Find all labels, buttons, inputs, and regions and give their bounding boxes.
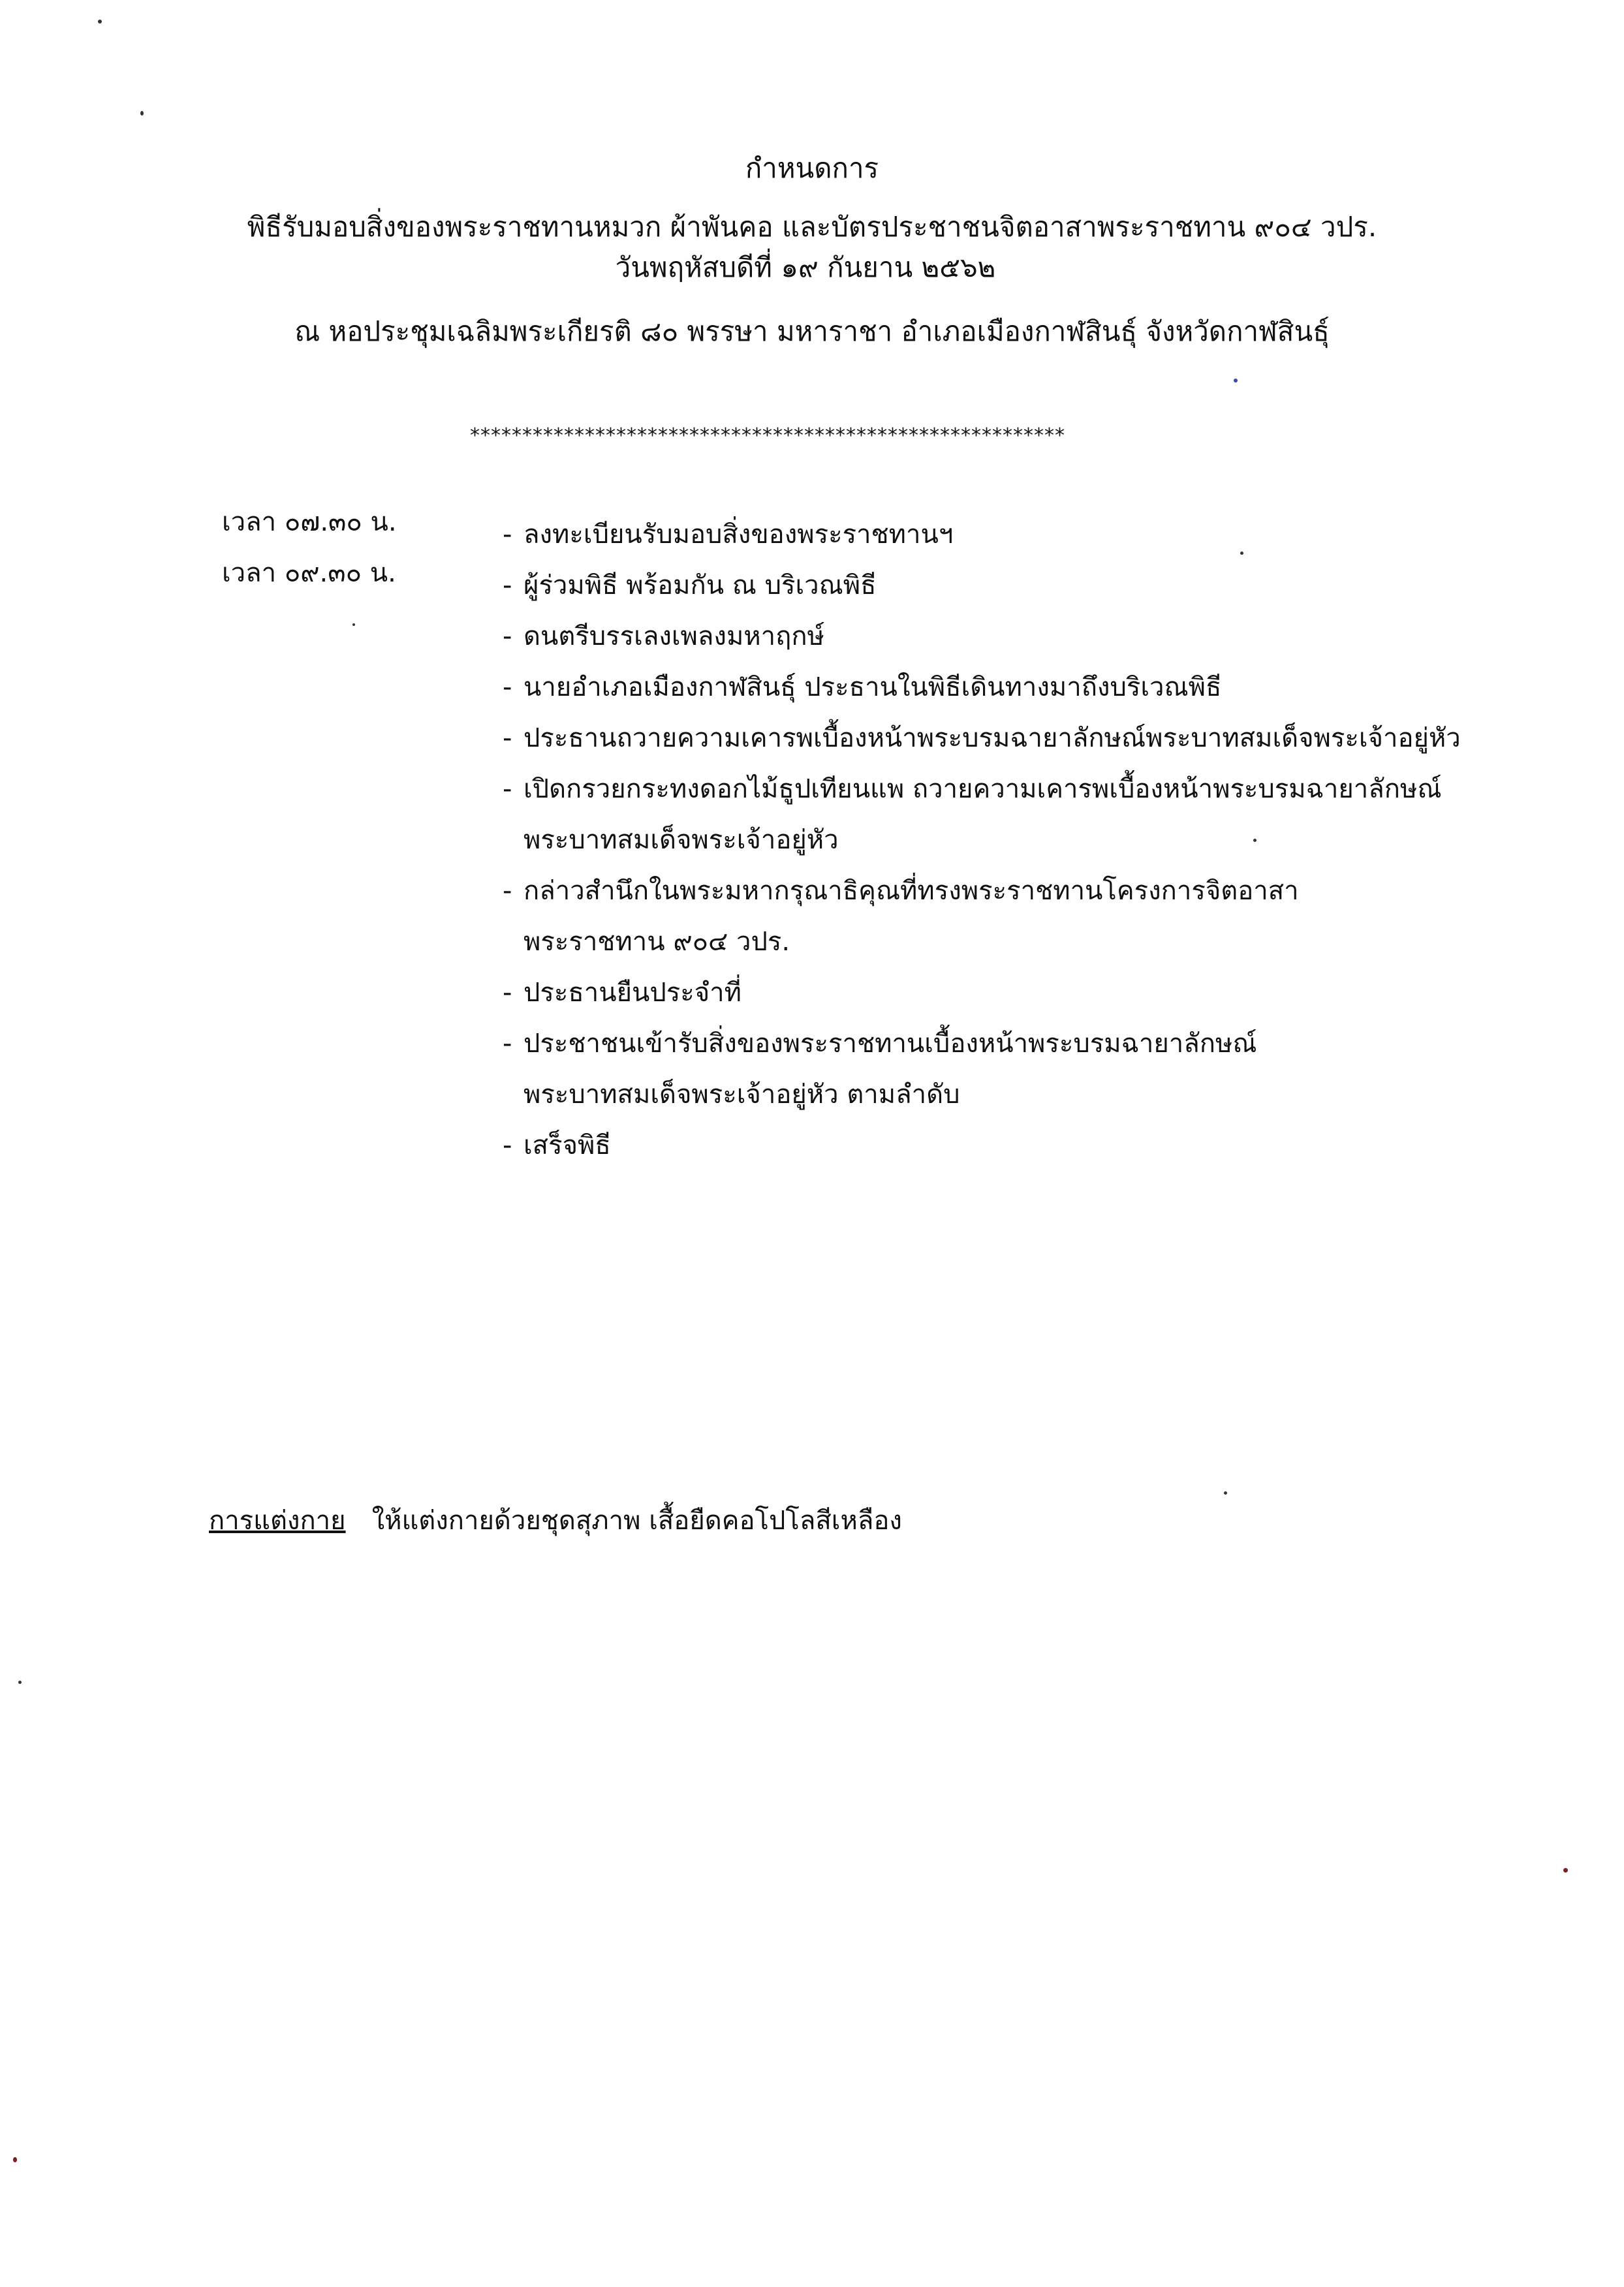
dress-code-text: ให้แต่งกายด้วยชุดสุภาพ เสื้อยืดคอโปโลสีเหลือง — [371, 1506, 902, 1536]
schedule-item — [503, 764, 1442, 865]
schedule-item — [503, 967, 1377, 1018]
scan-speck — [352, 623, 355, 626]
dress-code-label: การแต่งกาย — [209, 1506, 346, 1536]
schedule-time-1: เวลา ๐๗.๓๐ น. — [222, 507, 397, 537]
scan-speck — [98, 20, 102, 23]
dress-code — [209, 1501, 902, 1540]
schedule-item-text: เปิดกรวยกระทงดอกไม้ธูปเทียนแพ ถวายความเคารพเบื้องหน้าพระบรมฉายาลักษณ์ — [523, 774, 1442, 804]
schedule-item-text: นายอำเภอเมืองกาฬสินธุ์ ประธานในพิธีเดินทางมาถึงบริเวณพิธี — [523, 672, 1222, 702]
schedule-item-text: ลงทะเบียนรับมอบสิ่งของพระราชทานฯ — [523, 520, 954, 550]
schedule-item — [503, 1120, 1377, 1171]
scan-speck — [1234, 379, 1238, 382]
ceremony-date: วันพฤหัสบดีที่ ๑๙ กันยาน ๒๕๖๒ — [615, 251, 996, 283]
schedule-item-text: กล่าวสำนึกในพระมหากรุณาธิคุณที่ทรงพระราชทานโครงการจิตอาสา — [523, 876, 1299, 906]
schedule-item-text: ดนตรีบรรเลงเพลงมหาฤกษ์ — [523, 621, 824, 651]
schedule-item — [503, 1018, 1377, 1120]
scan-speck — [1224, 1491, 1227, 1495]
schedule-item — [503, 560, 1377, 611]
bullet-dash: - — [503, 1029, 512, 1059]
schedule-item — [503, 865, 1377, 967]
bullet-dash: - — [503, 978, 512, 1008]
ceremony-venue: ณ หอประชุมเฉลิมพระเกียรติ ๘๐ พรรษา มหาราชา อำเภอเมืองกาฬสินธุ์ จังหวัดกาฬสินธุ์ — [294, 315, 1330, 347]
bullet-dash: - — [503, 723, 512, 753]
schedule-item-text: ประธานถวายความเคารพเบื้องหน้าพระบรมฉายาลักษณ์พระบาทสมเด็จพระเจ้าอยู่หัว — [523, 723, 1461, 753]
schedule-item-text: ประธานยืนประจำที่ — [523, 978, 742, 1008]
scan-speck — [18, 1681, 22, 1684]
schedule-item — [503, 662, 1377, 713]
scan-speck — [1253, 839, 1257, 842]
schedule-item-continuation: พระราชทาน ๙๐๔ วปร. — [523, 927, 790, 957]
schedule-list — [503, 509, 1461, 1171]
schedule-item — [503, 713, 1461, 764]
bullet-dash: - — [503, 570, 512, 600]
scan-speck — [1240, 552, 1243, 555]
asterisk-divider: ********************************************************* — [470, 424, 1065, 447]
ceremony-name: พิธีรับมอบสิ่งของพระราชทานหมวก ผ้าพันคอ และบัตรประชาชนจิตอาสาพระราชทาน ๙๐๔ วปร. — [247, 211, 1377, 243]
bullet-dash: - — [503, 520, 512, 550]
scan-speck — [140, 111, 144, 116]
schedule-item-text: ผู้ร่วมพิธี พร้อมกัน ณ บริเวณพิธี — [523, 570, 877, 600]
bullet-dash: - — [503, 774, 512, 804]
schedule-item-text: ประชาชนเข้ารับสิ่งของพระราชทานเบื้องหน้าพระบรมฉายาลักษณ์ — [523, 1029, 1257, 1059]
schedule-item-text: เสร็จพิธี — [523, 1130, 611, 1160]
scan-speck — [13, 2157, 17, 2162]
bullet-dash: - — [503, 621, 512, 651]
schedule-item — [503, 509, 1377, 560]
schedule-item — [503, 611, 1377, 662]
scan-speck — [1563, 1868, 1568, 1873]
document-title: กำหนดการ — [745, 152, 879, 184]
bullet-dash: - — [503, 876, 512, 906]
schedule-item-continuation: พระบาทสมเด็จพระเจ้าอยู่หัว ตามลำดับ — [523, 1080, 960, 1110]
bullet-dash: - — [503, 672, 512, 702]
schedule-item-continuation: พระบาทสมเด็จพระเจ้าอยู่หัว — [523, 825, 839, 855]
bullet-dash: - — [503, 1130, 512, 1160]
schedule-time-2: เวลา ๐๙.๓๐ น. — [222, 558, 396, 588]
